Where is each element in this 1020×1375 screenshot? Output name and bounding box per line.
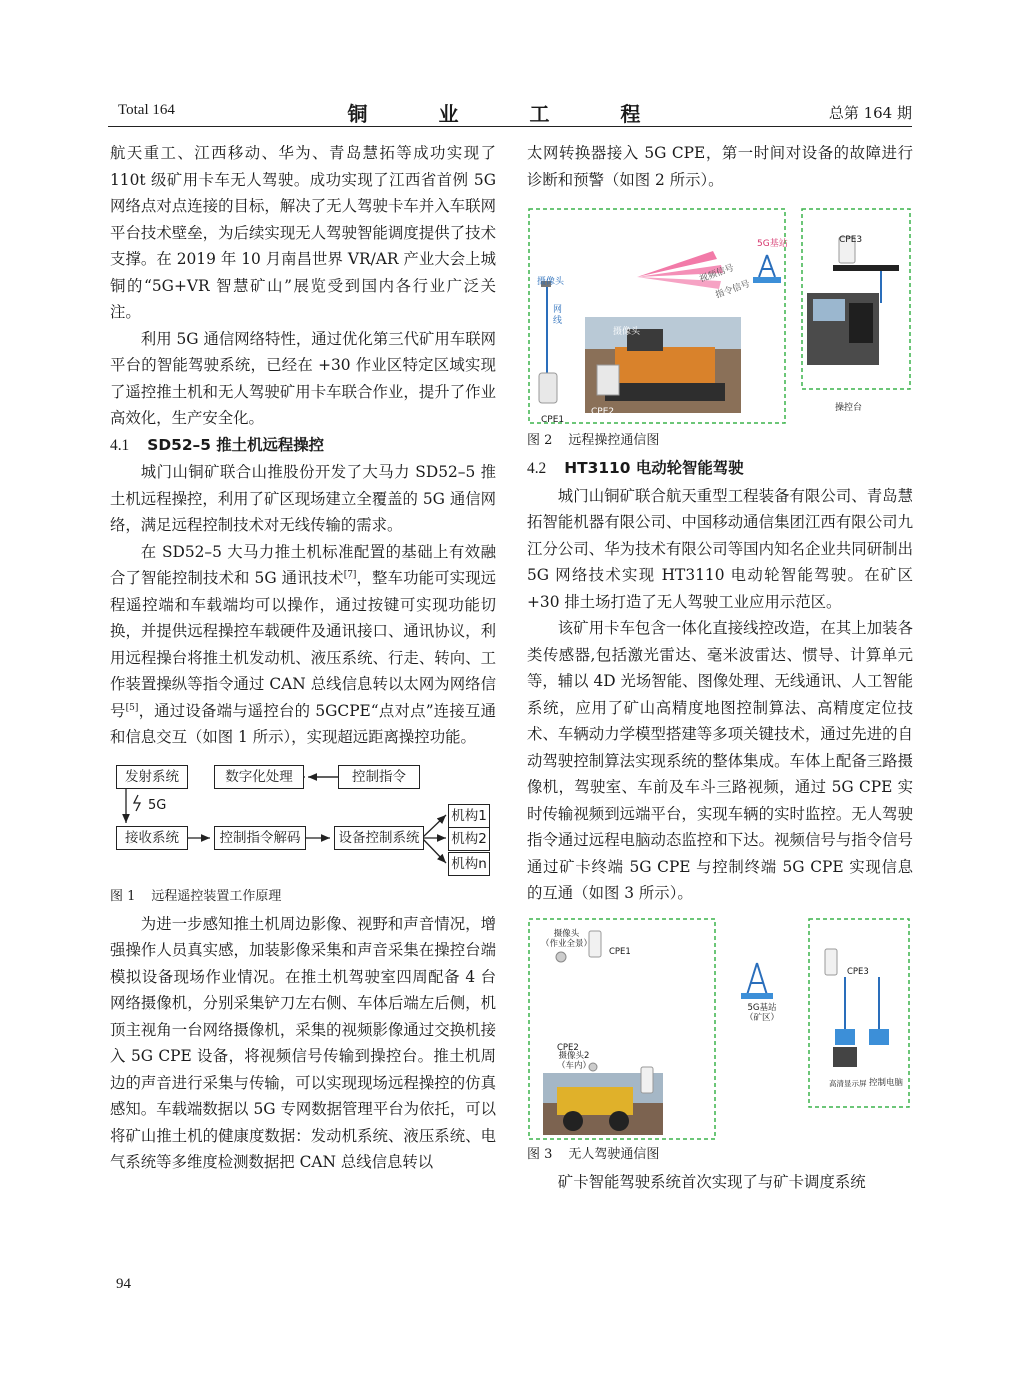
label-line: （车内） [557,1060,592,1071]
paragraph [110,539,496,751]
label-hd-display: 高清显示屏 [829,1078,867,1088]
box-device-control-system: 设备控制系统 [334,826,424,850]
citation-ref: [5] [125,702,139,713]
section-number: 4.2 [527,460,547,477]
paragraph: 航天重工、江西移动、华为、青岛慧拓等成功实现了 110t 级矿用卡车无人驾驶。成功实现了江西省首例 5G 网络点对点连接的目标，解决了无人驾驶卡车并入车联网平台技术壁垒，为后续实现无人驾驶智能调度提供了技术支撑。在 2019 年 10 月南昌世界 VR/AR 产业大会上城铜的“5G+VR 智慧矿山”展览受到国内各行业广泛关注。 [110,144,496,321]
header-journal-total: Total 164 [118,102,175,118]
section-title: SD52–5 推土机远程操控 [147,435,325,454]
text-run: ，通过设备端与遥控台的 5GCPE“点对点”连接互通和信息交互（如图 1 所示），实现超远距离操控功能。 [110,701,496,746]
label-5g-base-station [745,1003,779,1023]
label-control-pc: 控制电脑 [869,1077,904,1088]
paragraph: 城门山铜矿联合航天重型工程装备有限公司、青岛慧拓智能机器有限公司、中国移动通信集团江西有限公司九江分公司、华为技术有限公司等国内知名企业共同研制出 5G 网络技术实现 HT3110 电动轮智能驾驶。在矿区 +30 排土场打造了无人驾驶工业应用示范区。 [527,486,913,611]
box-transmit-system: 发射系统 [116,765,188,789]
label-line: （矿区） [745,1012,780,1023]
figure-2-image [527,207,913,429]
figure-label: 图 3 [527,1146,553,1162]
box-command-decode: 控制指令解码 [214,826,306,850]
label-5g-base-station: 5G基站 [757,239,788,249]
label-network-cable: 网线 [553,305,563,326]
box-receive-system: 接收系统 [116,826,188,850]
paragraph: 矿卡智能驾驶系统首次实现了与矿卡调度系统 [557,1172,866,1191]
box-control-command: 控制指令 [338,765,420,789]
citation-ref: [7] [343,570,357,580]
box-mechanism-n: 机构n [448,852,490,876]
paragraph: 利用 5G 通信网络特性，通过优化第三代矿用车联网平台的智能驾驶系统，已经在 +30 作业区特定区域实现了遥控推土机和无人驾驶矿用卡车联合作业，提升了作业高效化，生产安全化。 [110,329,496,427]
figure-label: 图 2 [527,433,553,448]
figure-caption-text: 远程遥控装置工作原理 [151,888,282,904]
label-camera-in-cab [557,1051,591,1071]
header-journal-title: 铜 业 工 程 [347,102,673,126]
label-camera-panorama [541,929,592,949]
label-line: 摄像头2 [558,1050,590,1061]
label-cpe3: CPE3 [839,235,863,245]
left-column [110,140,496,1176]
label-video-signal: 视频信号 [698,263,736,285]
box-digital-processing: 数字化处理 [214,765,304,789]
label-line: 摄像头 [553,928,580,939]
paragraph: 城门山铜矿联合山推股份开发了大马力 SD52–5 推土机远程操控，利用了矿区现场建立全覆盖的 5G 通信网络，满足远程控制技术对无线传输的需求。 [110,463,496,534]
figure-caption-text: 无人驾驶通信图 [568,1146,660,1162]
label-command-signal: 指令信号 [714,279,752,301]
header-issue-number: 总第 164 期 [828,104,912,122]
section-title: HT3110 电动轮智能驾驶 [564,459,744,477]
label-camera: 摄像头 [537,277,565,287]
right-column [527,140,913,1195]
figure-label: 图 1 [110,888,136,904]
autonomous-driving-comm-diagram [527,917,913,1143]
figure-2-caption [527,431,913,451]
label-cpe2: CPE2 [557,1042,579,1053]
running-header [108,96,912,127]
label-cpe1: CPE1 [541,415,565,425]
label-cpe3: CPE3 [847,966,869,977]
paragraph: 为进一步感知推土机周边影像、视野和声音情况，增强操作人员真实感，加装影像采集和声音采集在操控台端模拟设备现场作业情况。在推土机驾驶室四周配备 4 台网络摄像机，分别采集铲刀左右侧、车体后端左后侧，机顶主视角一台网络摄像机，采集的视频影像通过交换机接入 5G CPE 设备，将视频信号传输到操控台。推土机周边的声音进行采集与传输，可以实现现场远程操控的仿真感知。车载端数据以 5G 专网数据管理平台为依托，可以将矿山推土机的健康度数据：发动机系统、液压系统、电气系统等多维度检测数据把 CAN 总线信息转以 [110,914,496,1171]
label-cpe1: CPE1 [609,946,631,957]
figure-1-diagram [110,763,496,885]
link-5g-label: 5G [148,797,167,813]
label-console: 操控台 [835,403,863,413]
section-heading-4-2 [527,455,913,483]
box-mechanism-2: 机构2 [448,827,490,851]
box-mechanism-1: 机构1 [448,804,490,828]
page-number: 94 [116,1276,131,1292]
paragraph: 太网转换器接入 5G CPE，第一时间对设备的故障进行诊断和预警（如图 2 所示）。 [527,144,913,189]
section-heading-4-1 [110,432,496,460]
label-cpe2: CPE2 [591,407,615,417]
figure-1-caption [110,887,496,907]
label-camera-on-dozer: 摄像头 [613,327,641,337]
figure-3-image [527,917,913,1143]
figure-caption-text: 远程操控通信图 [568,433,660,448]
label-line: 5G基站 [747,1002,777,1013]
label-line: （作业全景） [541,938,593,949]
figure-3-caption [527,1145,913,1165]
paragraph: 该矿用卡车包含一体化直接线控改造，在其上加装各类传感器,包括激光雷达、毫米波雷达、惯导、计算单元等，辅以 4D 光场智能、图像处理、无线通讯、人工智能系统，应用了矿山高精度地图控制算法、高精度定位技术、车辆动力学模型搭建等多项关键技术，通过先进的自动驾驶控制算法实现系统的整体集成。车体上配备三路摄像机，驾驶室、车前及车斗三路视频，通过 5G CPE 实时传输视频到远端平台，实现车辆的实时监控。无人驾驶指令通过远程电脑动态监控和下达。视频信号与指令信号通过矿卡终端 5G CPE 与控制终端 5G CPE 实现信息的互通（如图 3 所示）。 [527,619,913,902]
text-run: 在 SD52–5 大马力推土机标准配置的基础上有效融合了智能控制技术和 5G 通讯技术 [110,542,496,587]
section-number: 4.1 [110,436,130,454]
text-run: ，整车功能可实现远程遥控端和车载端均可以操作，通过按键可实现功能切换，并提供远程操控车载硬件及通讯接口、通讯协议，利用远程操台将推土机发动机、液压系统、行走、转向、工作装置操纵等指令通过 CAN 总线信息转以太网为网络信号 [110,569,496,720]
